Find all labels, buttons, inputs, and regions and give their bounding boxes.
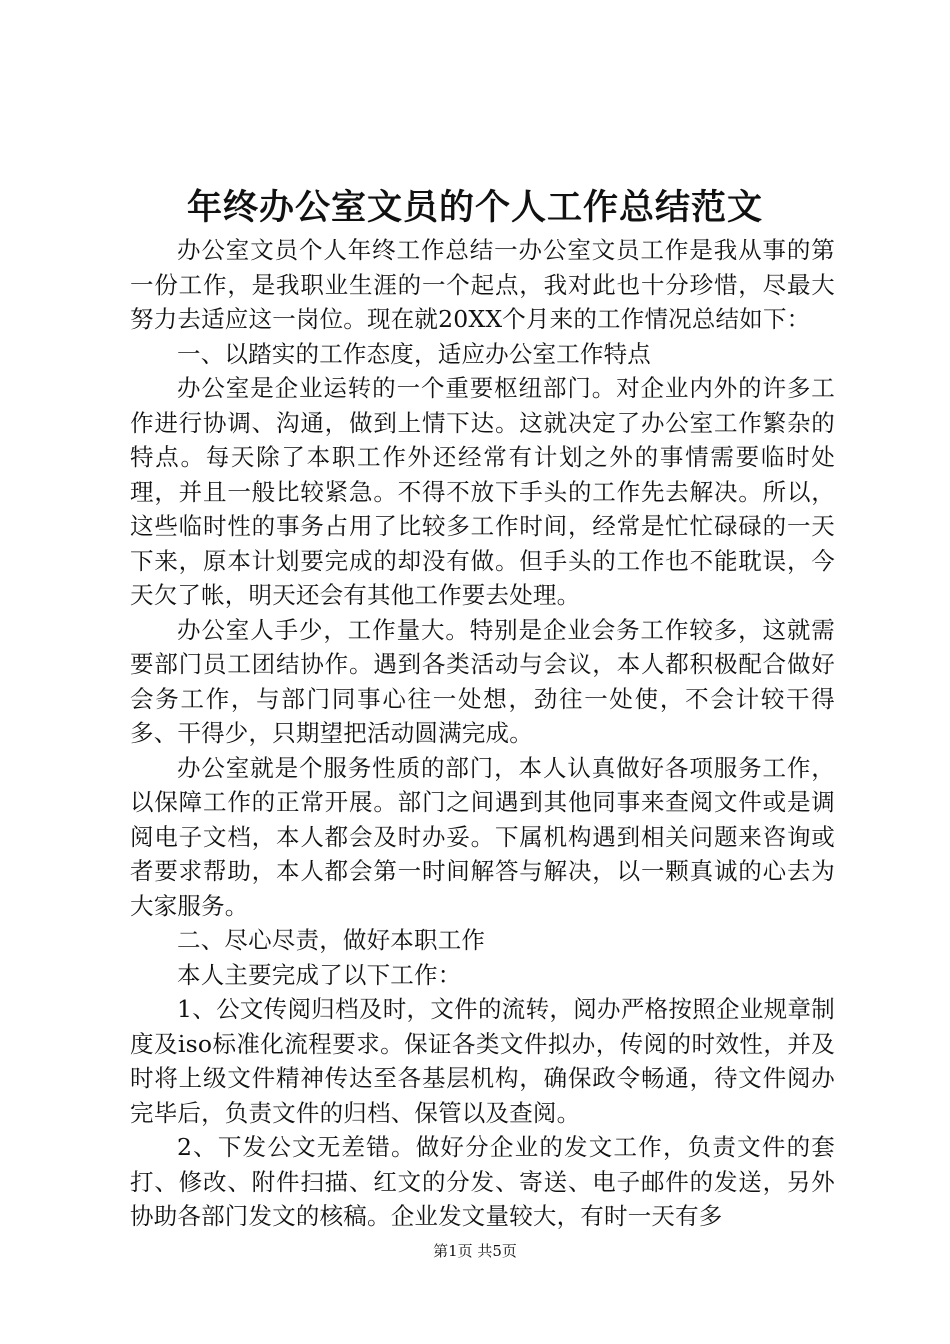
- paragraph-intro: 办公室文员个人年终工作总结一办公室文员工作是我从事的第一份工作，是我职业生涯的一个起点，我对此也十分珍惜，尽最大努力去适应这一岗位。现在就20XX个月来的工作情况总结如下：: [130, 236, 835, 333]
- page-number: 第1页 共5页: [433, 1242, 517, 1260]
- section-heading-1: 一、以踏实的工作态度，适应办公室工作特点: [177, 339, 651, 368]
- paragraph: 办公室人手少，工作量大。特别是企业会务工作较多，这就需要部门员工团结协作。遇到各类活动与会议，本人都积极配合做好会务工作，与部门同事心往一处想，劲往一处使，不会计较干得多、干得少，只期望把活动圆满完成。: [130, 615, 835, 747]
- document-title: 年终办公室文员的个人工作总结范文: [186, 187, 763, 228]
- section-heading-2: 二、尽心尽责，做好本职工作: [177, 926, 486, 954]
- list-item: 2、下发公文无差错。做好分企业的发文工作，负责文件的套打、修改、附件扫描、红文的分发、寄送、电子邮件的发送，另外协助各部门发文的核稿。企业发文量较大，有时一天有多: [130, 1133, 835, 1230]
- document-body: [130, 233, 835, 1234]
- paragraph: 本人主要完成了以下工作：: [177, 960, 462, 989]
- paragraph: 办公室就是个服务性质的部门，本人认真做好各项服务工作，以保障工作的正常开展。部门之间遇到其他同事来查阅文件或是调阅电子文档，本人都会及时办妥。下属机构遇到相关问题来咨询或者要求帮助，本人都会第一时间解答与解决，以一颗真诚的心去为大家服务。: [130, 753, 835, 920]
- list-item: 1、公文传阅归档及时，文件的流转，阅办严格按照企业规章制度及iso标准化流程要求。保证各类文件拟办，传阅的时效性，并及时将上级文件精神传达至各基层机构，确保政令畅通，待文件阅办完毕后，负责文件的归档、保管以及查阅。: [130, 995, 835, 1127]
- paragraph: 办公室是企业运转的一个重要枢纽部门。对企业内外的许多工作进行协调、沟通，做到上情下达。这就决定了办公室工作繁杂的特点。每天除了本职工作外还经常有计划之外的事情需要临时处理，并且一般比较紧急。不得不放下手头的工作先去解决。所以，这些临时性的事务占用了比较多工作时间，经常是忙忙碌碌的一天下来，原本计划要完成的却没有做。但手头的工作也不能耽误，今天欠了帐，明天还会有其他工作要去处理。: [130, 374, 835, 609]
